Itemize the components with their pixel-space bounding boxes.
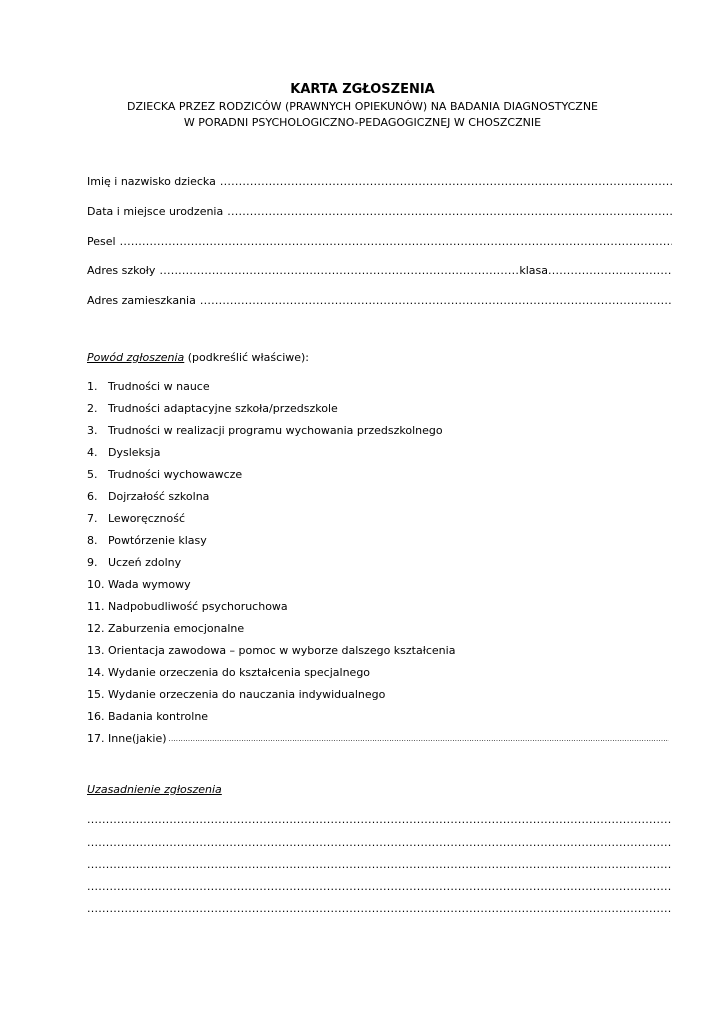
reason-item[interactable] bbox=[87, 644, 677, 658]
address-dotted-line[interactable] bbox=[200, 294, 672, 308]
reason-number: 17. bbox=[87, 732, 105, 745]
justification-heading-row bbox=[87, 783, 222, 797]
reason-label[interactable]: Wada wymowy bbox=[108, 578, 191, 591]
child-name-dotted-line[interactable] bbox=[220, 175, 672, 189]
reason-number: 8. bbox=[87, 534, 98, 547]
reason-label[interactable]: Dojrzałość szkolna bbox=[108, 490, 210, 503]
reasons-heading: Powód zgłoszenia bbox=[87, 351, 185, 364]
justification-line[interactable] bbox=[87, 880, 672, 894]
justification-heading: Uzasadnienie zgłoszenia bbox=[87, 783, 222, 796]
reason-label[interactable]: Trudności adaptacyjne szkoła/przedszkole bbox=[108, 402, 338, 415]
school-field[interactable] bbox=[87, 264, 672, 278]
reason-number: 10. bbox=[87, 578, 105, 591]
justification-line[interactable] bbox=[87, 836, 672, 850]
reason-label[interactable]: Trudności w realizacji programu wychowania przedszkolnego bbox=[108, 424, 443, 437]
birth-label: Data i miejsce urodzenia bbox=[87, 205, 224, 218]
reason-item[interactable] bbox=[87, 622, 677, 636]
other-reason-dotted-line[interactable] bbox=[169, 732, 669, 746]
reason-number: 9. bbox=[87, 556, 98, 569]
reason-number: 12. bbox=[87, 622, 105, 635]
reason-number: 1. bbox=[87, 380, 98, 393]
reason-number: 4. bbox=[87, 446, 98, 459]
address-field[interactable] bbox=[87, 294, 672, 308]
reason-item[interactable] bbox=[87, 512, 677, 526]
reason-label[interactable]: Wydanie orzeczenia do kształcenia specjalnego bbox=[108, 666, 371, 679]
reason-item[interactable] bbox=[87, 710, 677, 724]
child-name-label: Imię i nazwisko dziecka bbox=[87, 175, 216, 188]
reason-number: 15. bbox=[87, 688, 105, 701]
reason-number: 5. bbox=[87, 468, 98, 481]
class-label: klasa bbox=[519, 264, 548, 277]
pesel-field[interactable] bbox=[87, 235, 672, 249]
form-title: KARTA ZGŁOSZENIA bbox=[290, 82, 435, 97]
reason-item[interactable] bbox=[87, 380, 677, 394]
reason-number: 3. bbox=[87, 424, 98, 437]
reason-item[interactable] bbox=[87, 688, 677, 702]
reason-item[interactable] bbox=[87, 446, 677, 460]
reason-number: 7. bbox=[87, 512, 98, 525]
reason-label[interactable]: Wydanie orzeczenia do nauczania indywidualnego bbox=[108, 688, 386, 701]
reason-item[interactable] bbox=[87, 534, 677, 548]
reasons-note: (podkreślić właściwe): bbox=[187, 351, 310, 364]
reasons-heading-row bbox=[87, 351, 309, 365]
reason-number: 6. bbox=[87, 490, 98, 503]
child-name-field[interactable] bbox=[87, 175, 672, 189]
reason-label[interactable]: Uczeń zdolny bbox=[108, 556, 182, 569]
justification-line[interactable] bbox=[87, 902, 672, 916]
reason-number: 2. bbox=[87, 402, 98, 415]
reason-label[interactable]: Zaburzenia emocjonalne bbox=[108, 622, 245, 635]
reason-label[interactable]: Nadpobudliwość psychoruchowa bbox=[108, 600, 288, 613]
form-subtitle-line1: DZIECKA PRZEZ RODZICÓW (PRAWNYCH OPIEKUNÓW) NA BADANIA DIAGNOSTYCZNE bbox=[127, 100, 598, 113]
birth-field[interactable] bbox=[87, 205, 672, 219]
justification-line[interactable] bbox=[87, 858, 672, 872]
reason-number: 13. bbox=[87, 644, 105, 657]
reason-number: 16. bbox=[87, 710, 105, 723]
reason-item[interactable] bbox=[87, 666, 677, 680]
pesel-dotted-line[interactable] bbox=[120, 235, 672, 249]
reason-label[interactable]: Orientacja zawodowa – pomoc w wyborze dalszego kształcenia bbox=[108, 644, 456, 657]
reason-label[interactable]: Dysleksja bbox=[108, 446, 161, 459]
reason-item[interactable] bbox=[87, 600, 677, 614]
reason-label[interactable]: Badania kontrolne bbox=[108, 710, 209, 723]
form-subtitle-line2: W PORADNI PSYCHOLOGICZNO-PEDAGOGICZNEJ W CHOSZCZNIE bbox=[183, 116, 542, 129]
birth-dotted-line[interactable] bbox=[227, 205, 672, 219]
reason-number: 11. bbox=[87, 600, 105, 613]
reason-label[interactable]: Trudności wychowawcze bbox=[108, 468, 243, 481]
reason-item[interactable] bbox=[87, 490, 677, 504]
justification-line[interactable] bbox=[87, 813, 672, 827]
reason-item-other[interactable] bbox=[87, 732, 669, 746]
school-dotted-line[interactable] bbox=[159, 264, 519, 278]
pesel-label: Pesel bbox=[87, 235, 116, 248]
reason-label[interactable]: Inne(jakie) bbox=[108, 732, 167, 745]
reason-label[interactable]: Trudności w nauce bbox=[108, 380, 210, 393]
reason-item[interactable] bbox=[87, 402, 677, 416]
reason-number: 14. bbox=[87, 666, 105, 679]
school-label: Adres szkoły bbox=[87, 264, 156, 277]
class-dotted-line[interactable] bbox=[548, 264, 672, 278]
reason-item[interactable] bbox=[87, 424, 677, 438]
reason-item[interactable] bbox=[87, 556, 677, 570]
reason-label[interactable]: Powtórzenie klasy bbox=[108, 534, 207, 547]
reason-label[interactable]: Leworęczność bbox=[108, 512, 186, 525]
address-label: Adres zamieszkania bbox=[87, 294, 196, 307]
reason-item[interactable] bbox=[87, 468, 677, 482]
reason-item[interactable] bbox=[87, 578, 677, 592]
